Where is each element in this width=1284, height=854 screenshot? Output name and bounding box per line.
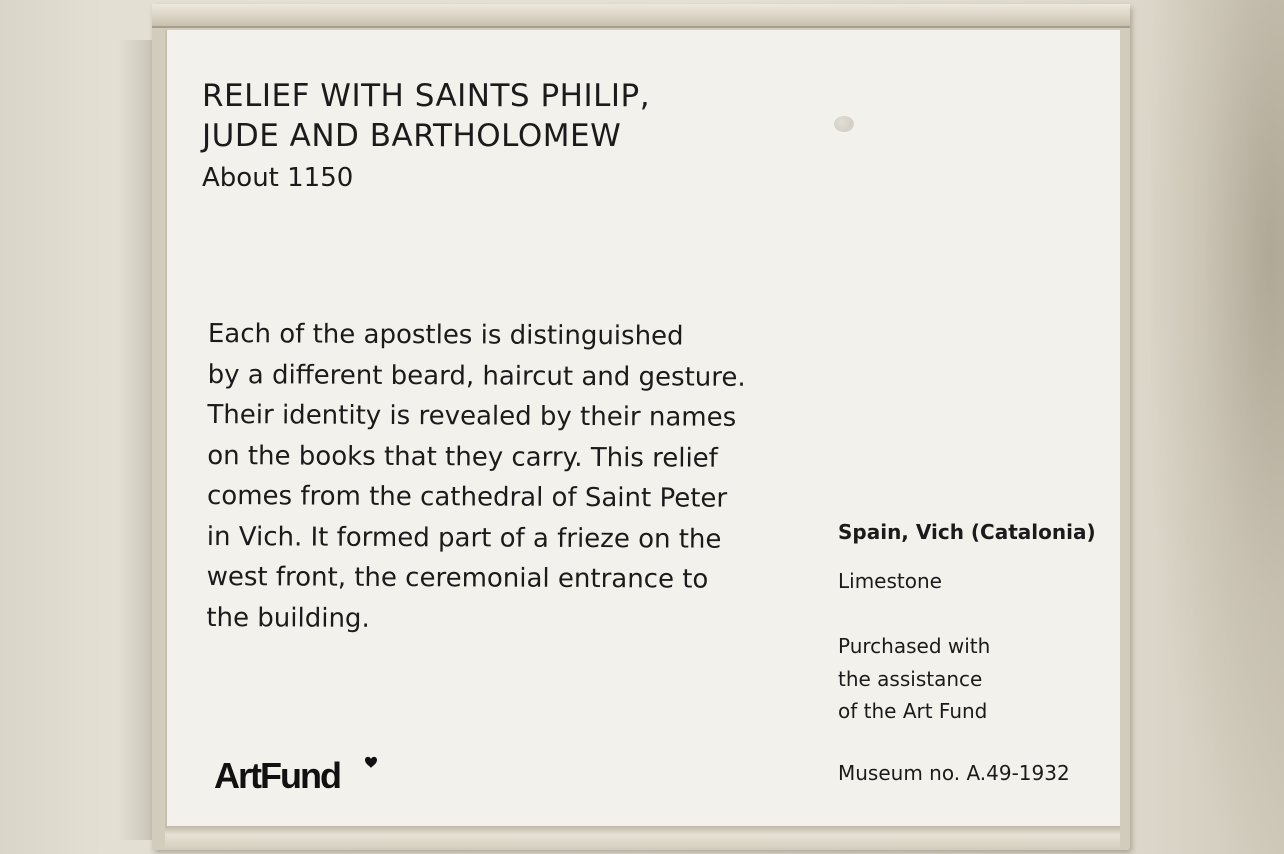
object-credit-line: Purchased with the assistance of the Art Fund <box>838 634 991 723</box>
frame-bottom-rail <box>165 826 1120 848</box>
object-material: Limestone <box>838 569 942 593</box>
object-origin: Spain, Vich (Catalonia) <box>838 520 1096 544</box>
frame-top-rail <box>152 4 1130 28</box>
object-date: About 1150 <box>202 163 354 193</box>
pin-mark <box>834 116 854 132</box>
artfund-logo <box>214 752 384 802</box>
museum-number: Museum no. A.49-1932 <box>838 761 1070 785</box>
svg-text:ArtFund: ArtFund <box>214 755 340 796</box>
object-title: RELIEF WITH SAINTS PHILIP, JUDE AND BARTHOLOMEW <box>202 78 651 154</box>
object-description: Each of the apostles is distinguished by a different beard, haircut and gesture. Their identity is revealed by their names on the books that they carry. This relief comes from the cathedral of Saint Peter in Vich. It formed part of a frieze on the west front, the ceremonial entrance to the building. <box>206 318 746 634</box>
wall-shadow <box>1150 0 1284 854</box>
